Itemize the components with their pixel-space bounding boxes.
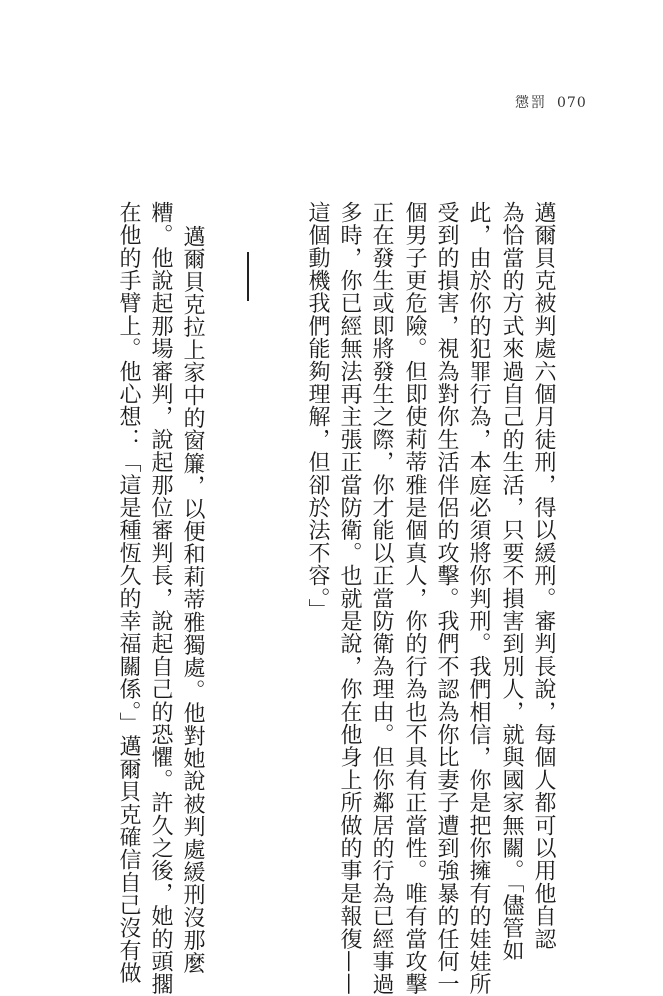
section-separator xyxy=(247,252,249,301)
text-column: 在他的手臂上。他心想：「這是種恆久的幸福關係。」邁爾貝克確信自己沒有做 xyxy=(116,201,141,985)
text-column: 邁爾貝克被判處六個月徒刑，得以緩刑。審判長說，每個人都可以用他自認 xyxy=(531,201,556,951)
text-column: 糟。他說起那場審判，說起那位審判長，說起自己的恐懼。許久之後，她的頭擱 xyxy=(148,201,173,996)
page-number: 070 xyxy=(557,95,587,111)
text-column: 正在發生或即將發生之際，你才能以正當防衛為理由。但你鄰居的行為已經事過 xyxy=(369,201,394,996)
text-column: 為恰當的方式來過自己的生活，只要不損害到別人，就與國家無關。「儘管如 xyxy=(499,201,524,962)
chapter-title: 懲罰 xyxy=(515,95,547,111)
text-column: 個男子更危險。但即使莉蒂雅是個真人，你的行為也不具有正當性。唯有當攻擊 xyxy=(402,201,427,996)
text-column: 多時，你已經無法再主張正當防衛。也就是說，你在他身上所做的事是報復—— xyxy=(337,201,362,996)
text-column: 受到的損害，視為對你生活伴侶的攻擊。我們不認為你比妻子遭到強暴的任何一 xyxy=(434,201,459,996)
text-column: 此，由於你的犯罪行為，本庭必須將你判刑。我們相信，你是把你擁有的娃娃所 xyxy=(466,201,491,996)
text-column: 邁爾貝克拉上家中的窗簾，以便和莉蒂雅獨處。他對她說被判處緩刑沒那麼 xyxy=(180,225,205,975)
running-header xyxy=(515,92,587,112)
text-column: 這個動機我們能夠理解，但卻於法不容。」 xyxy=(305,201,330,622)
